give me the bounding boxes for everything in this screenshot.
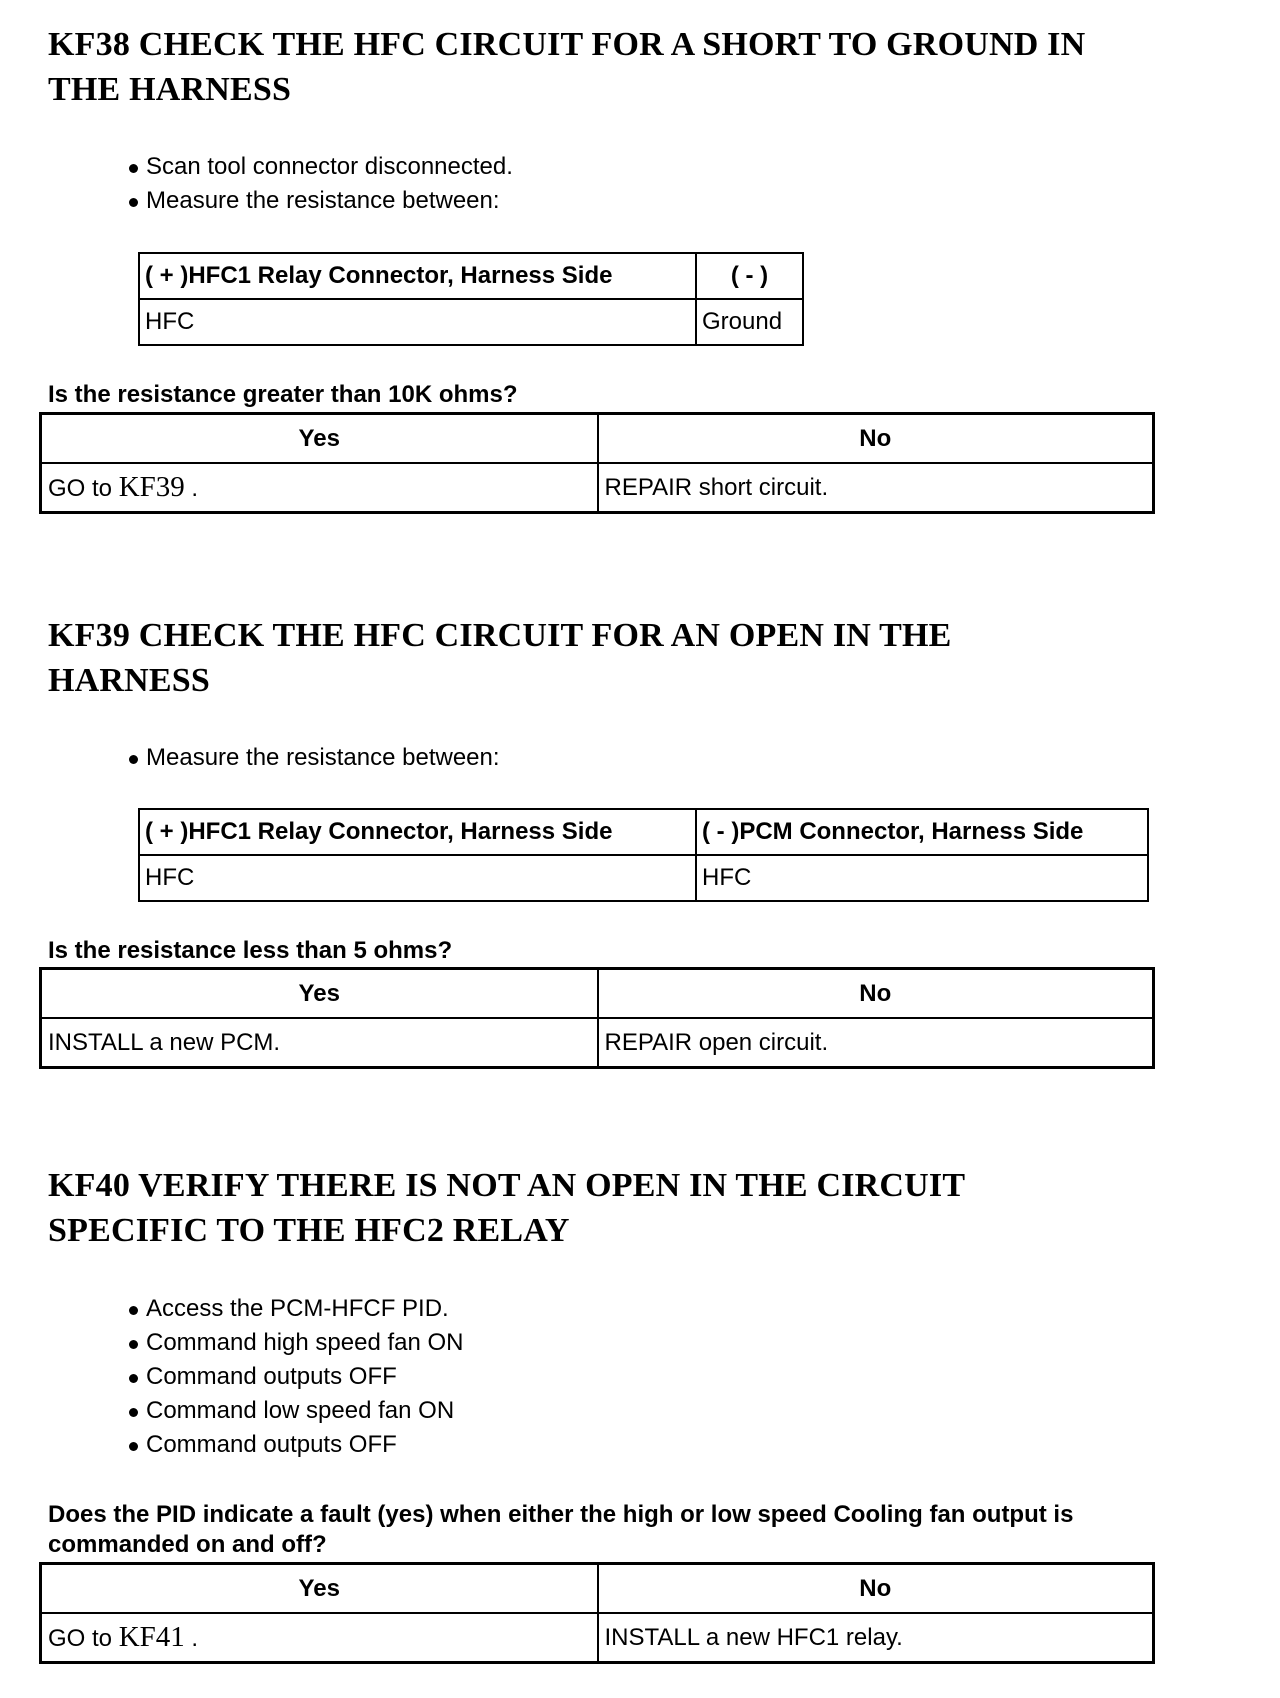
kf39-steps (128, 741, 500, 775)
yes-cell: INSTALL a new PCM. (41, 1018, 598, 1068)
no-cell: INSTALL a new HFC1 relay. (598, 1613, 1154, 1663)
bullet-dot-icon (129, 1306, 138, 1315)
table-header: ( + )HFC1 Relay Connector, Harness Side (139, 809, 696, 855)
kf38-steps (128, 150, 513, 218)
no-cell: REPAIR short circuit. (598, 463, 1154, 513)
no-header: No (598, 1564, 1154, 1614)
bullet-dot-icon (129, 1442, 138, 1451)
yes-cell: GO to KF39 . (41, 463, 598, 513)
bullet-dot-icon (129, 755, 138, 764)
yes-header: Yes (41, 414, 598, 464)
table-header: ( - ) (696, 253, 803, 299)
list-item: Command low speed fan ON (128, 1394, 464, 1428)
bullet-dot-icon (129, 1374, 138, 1383)
kf38-answer-table (39, 412, 1155, 514)
kf39-measure-table (138, 808, 1149, 902)
kf40-answer-table (39, 1562, 1155, 1664)
list-item: Command outputs OFF (128, 1360, 464, 1394)
list-item: Measure the resistance between: (128, 741, 500, 775)
kf38-heading (48, 22, 1248, 112)
question-line: Does the PID indicate a fault (yes) when either the high or low speed Cooling fan output is (48, 1501, 1074, 1528)
heading-line: KF38 CHECK THE HFC CIRCUIT FOR A SHORT TO GROUND IN (48, 26, 1086, 63)
table-header: ( + )HFC1 Relay Connector, Harness Side (139, 253, 696, 299)
kf40-steps (128, 1292, 464, 1462)
heading-line: THE HARNESS (48, 71, 292, 108)
kf38-question: Is the resistance greater than 10K ohms? (48, 381, 518, 408)
bullet-dot-icon (129, 1408, 138, 1417)
no-header: No (598, 969, 1154, 1019)
kf39-question: Is the resistance less than 5 ohms? (48, 937, 453, 964)
table-cell: HFC (139, 855, 696, 901)
kf38-measure-table (138, 252, 804, 346)
question-line: commanded on and off? (48, 1531, 327, 1558)
heading-line: HARNESS (48, 662, 211, 699)
no-header: No (598, 414, 1154, 464)
table-cell: HFC (696, 855, 1148, 901)
list-item: Command high speed fan ON (128, 1326, 464, 1360)
list-item: Access the PCM-HFCF PID. (128, 1292, 464, 1326)
kf40-heading (48, 1163, 1248, 1253)
kf40-question (48, 1500, 1248, 1560)
kf41-link[interactable]: KF41 (118, 1621, 185, 1653)
table-cell: HFC (139, 299, 696, 345)
yes-cell: GO to KF41 . (41, 1613, 598, 1663)
kf39-link[interactable]: KF39 (118, 471, 185, 503)
bullet-dot-icon (129, 1340, 138, 1349)
heading-line: KF40 VERIFY THERE IS NOT AN OPEN IN THE CIRCUIT (48, 1167, 966, 1204)
heading-line: SPECIFIC TO THE HFC2 RELAY (48, 1212, 570, 1249)
bullet-dot-icon (129, 198, 138, 207)
kf39-heading (48, 613, 1248, 703)
no-cell: REPAIR open circuit. (598, 1018, 1154, 1068)
list-item: Command outputs OFF (128, 1428, 464, 1462)
heading-line: KF39 CHECK THE HFC CIRCUIT FOR AN OPEN IN THE (48, 617, 952, 654)
table-header: ( - )PCM Connector, Harness Side (696, 809, 1148, 855)
yes-header: Yes (41, 969, 598, 1019)
list-item: Scan tool connector disconnected. (128, 150, 513, 184)
table-cell: Ground (696, 299, 803, 345)
bullet-dot-icon (129, 164, 138, 173)
kf39-answer-table (39, 967, 1155, 1069)
yes-header: Yes (41, 1564, 598, 1614)
list-item: Measure the resistance between: (128, 184, 513, 218)
